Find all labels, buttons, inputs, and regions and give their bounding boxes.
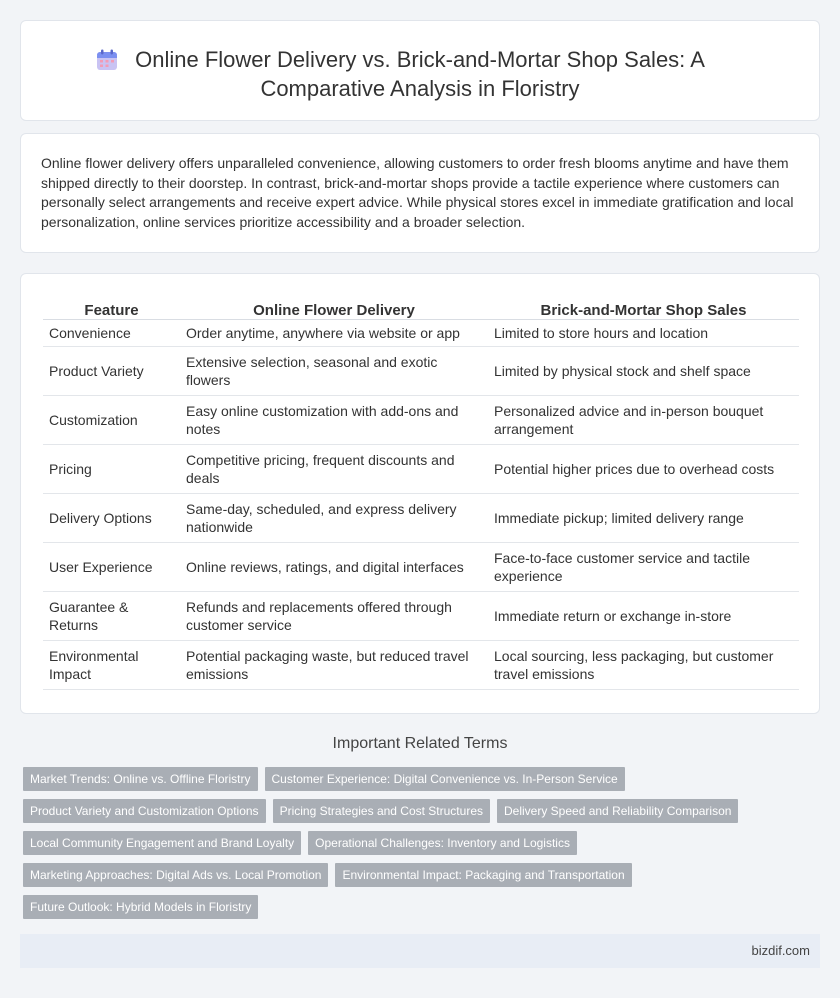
feature-cell: Pricing (43, 444, 180, 493)
related-term-tag[interactable]: Delivery Speed and Reliability Comparison (497, 799, 738, 823)
feature-cell: Product Variety (43, 346, 180, 395)
online-cell: Same-day, scheduled, and express delivery nationwide (180, 493, 488, 542)
online-cell: Refunds and replacements offered through customer service (180, 591, 488, 640)
shop-cell: Local sourcing, less packaging, but customer travel emissions (488, 640, 799, 689)
related-terms-list (23, 767, 823, 927)
related-term-tag[interactable]: Environmental Impact: Packaging and Transportation (335, 863, 631, 887)
online-cell: Potential packaging waste, but reduced travel emissions (180, 640, 488, 689)
page-title-line-2: Comparative Analysis in Floristry (260, 76, 580, 101)
table-header-row (43, 297, 799, 319)
column-header-brick-and-mortar: Brick-and-Mortar Shop Sales (488, 297, 799, 319)
tag-row (23, 895, 823, 919)
tag-row (23, 831, 823, 855)
feature-cell: Customization (43, 395, 180, 444)
related-term-tag[interactable]: Product Variety and Customization Options (23, 799, 266, 823)
online-cell: Order anytime, anywhere via website or app (180, 319, 488, 346)
related-terms-heading: Important Related Terms (332, 735, 508, 752)
table-row (43, 640, 799, 689)
related-term-tag[interactable]: Customer Experience: Digital Convenience vs. In-Person Service (265, 767, 625, 791)
shop-cell: Limited by physical stock and shelf space (488, 346, 799, 395)
feature-cell: User Experience (43, 542, 180, 591)
footer-site-link[interactable]: bizdif.com (751, 943, 810, 958)
table-row (43, 591, 799, 640)
table-row (43, 444, 799, 493)
table-row (43, 346, 799, 395)
comparison-table-card (20, 273, 820, 714)
shop-cell: Limited to store hours and location (488, 319, 799, 346)
related-term-tag[interactable]: Operational Challenges: Inventory and Logistics (308, 831, 577, 855)
intro-card (20, 133, 820, 253)
related-term-tag[interactable]: Marketing Approaches: Digital Ads vs. Local Promotion (23, 863, 328, 887)
online-cell: Easy online customization with add-ons and notes (180, 395, 488, 444)
footer (20, 934, 820, 968)
table-row (43, 319, 799, 346)
tag-row (23, 863, 823, 887)
online-cell: Extensive selection, seasonal and exotic flowers (180, 346, 488, 395)
page-title (21, 45, 819, 103)
related-term-tag[interactable]: Future Outlook: Hybrid Models in Floristry (23, 895, 258, 919)
related-term-tag[interactable]: Local Community Engagement and Brand Loyalty (23, 831, 301, 855)
shop-cell: Immediate return or exchange in-store (488, 591, 799, 640)
related-term-tag[interactable]: Market Trends: Online vs. Offline Floristry (23, 767, 258, 791)
shop-cell: Personalized advice and in-person bouquet arrangement (488, 395, 799, 444)
feature-cell: Environmental Impact (43, 640, 180, 689)
shop-cell: Face-to-face customer service and tactile experience (488, 542, 799, 591)
related-term-tag[interactable]: Pricing Strategies and Cost Structures (273, 799, 490, 823)
tag-row (23, 799, 823, 823)
online-cell: Online reviews, ratings, and digital interfaces (180, 542, 488, 591)
feature-cell: Convenience (43, 319, 180, 346)
title-card (20, 20, 820, 121)
table-row (43, 493, 799, 542)
column-header-online: Online Flower Delivery (180, 297, 488, 319)
page-title-line-1: Online Flower Delivery vs. Brick-and-Mortar Shop Sales: A (135, 47, 705, 72)
column-header-feature: Feature (43, 297, 180, 319)
table-row (43, 395, 799, 444)
tag-row (23, 767, 823, 791)
shop-cell: Potential higher prices due to overhead costs (488, 444, 799, 493)
comparison-table (43, 297, 799, 690)
shop-cell: Immediate pickup; limited delivery range (488, 493, 799, 542)
intro-paragraph: Online flower delivery offers unparalleled convenience, allowing customers to order fresh blooms anytime and have them shipped directly to their doorstep. In contrast, brick-and-mortar shops provide a tactile experience where customers can personally select arrangements and receive expert advice. While physical stores excel in immediate gratification and local personalization, online services prioritize accessibility and a broader selection. (41, 155, 794, 230)
feature-cell: Delivery Options (43, 493, 180, 542)
online-cell: Competitive pricing, frequent discounts and deals (180, 444, 488, 493)
table-row (43, 542, 799, 591)
feature-cell: Guarantee & Returns (43, 591, 180, 640)
